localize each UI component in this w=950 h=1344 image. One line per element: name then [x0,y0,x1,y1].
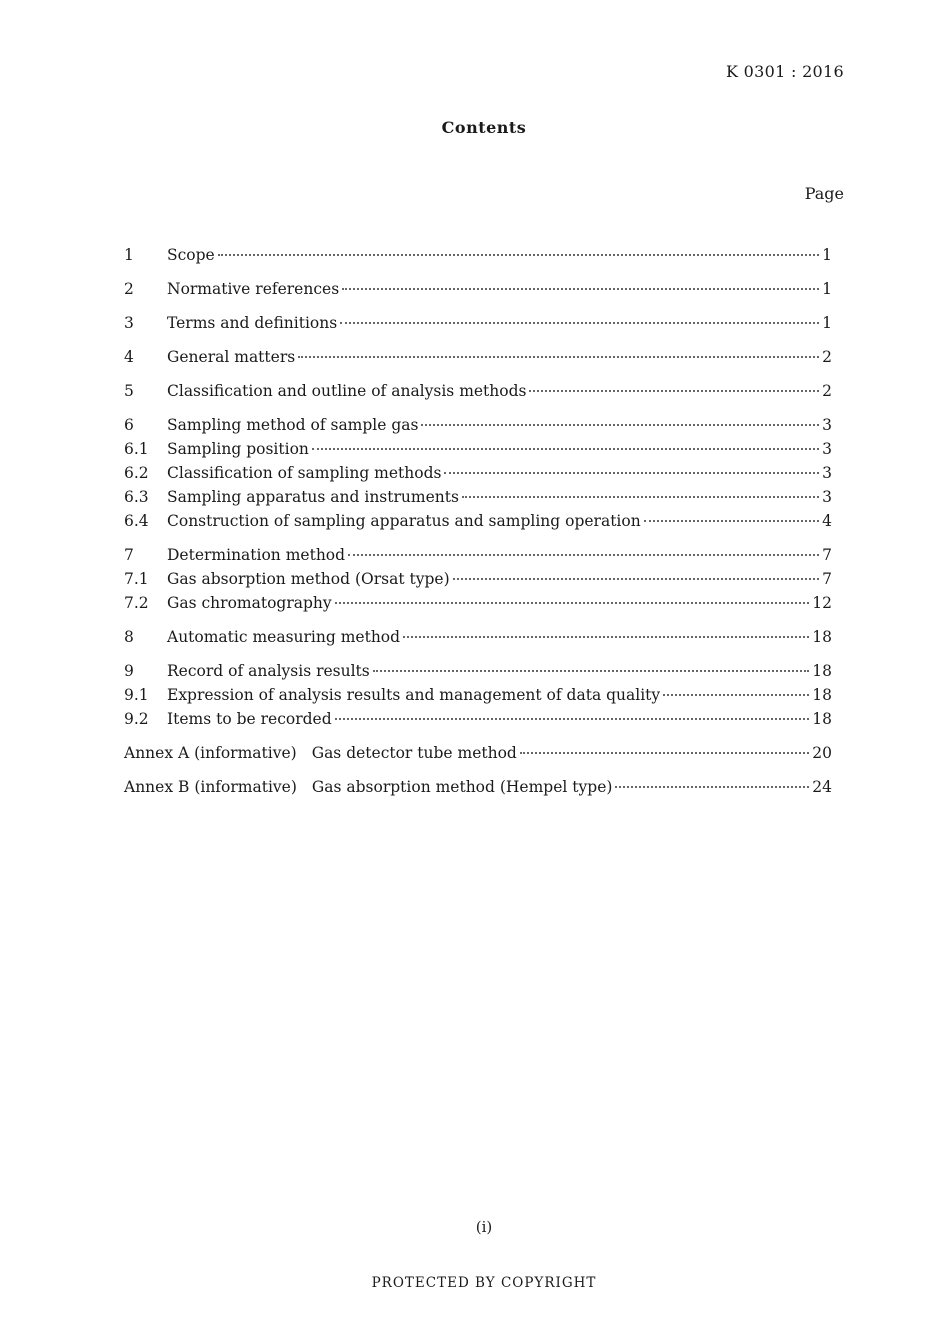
dot-leader [335,602,810,604]
toc-entry-page: 4 [822,512,832,530]
toc-entry-number: 9 [124,662,134,680]
toc-entry-title: Determination method [167,546,346,564]
toc-entry-page: 2 [822,382,832,400]
toc-entry-number: 6.4 [124,512,149,530]
toc-entry-number: 6.2 [124,464,149,482]
toc-entry-title: Classification and outline of analysis methods [167,382,527,400]
dot-leader [340,322,819,324]
toc-entry-number: 6.3 [124,488,149,506]
toc-group [124,546,832,618]
toc-entry-title: General matters [167,348,296,366]
toc-entry[interactable] [124,662,832,686]
toc-entry[interactable] [124,594,832,618]
toc-group [124,348,832,372]
page-column-heading: Page [804,184,844,203]
toc-entry-number: 4 [124,348,134,366]
dot-leader [644,520,819,522]
toc-group [124,314,832,338]
toc-entry[interactable] [124,348,832,372]
toc-entry-number: 6 [124,416,134,434]
toc-entry[interactable] [124,416,832,440]
toc-entry-page: 1 [822,314,832,332]
toc-annex-label: Annex B (informative) [124,778,297,796]
toc-entry-number: 7.2 [124,594,149,612]
dot-leader [615,786,809,788]
toc-entry[interactable] [124,778,832,802]
toc-entry-title: Normative references [167,280,340,298]
toc-entry[interactable] [124,488,832,512]
toc-entry[interactable] [124,686,832,710]
toc-entry[interactable] [124,570,832,594]
toc-entry-number: 8 [124,628,134,646]
toc-entry-number: 5 [124,382,134,400]
toc-group [124,246,832,270]
toc-entry-page: 7 [822,546,832,564]
dot-leader [218,254,819,256]
toc-entry[interactable] [124,440,832,464]
toc-entry-title: Sampling method of sample gas [167,416,419,434]
toc-group [124,744,832,768]
copyright-notice: PROTECTED BY COPYRIGHT [371,1275,597,1291]
toc-group [124,382,832,406]
toc-entry-title: Gas chromatography [167,594,332,612]
toc-entry-page: 20 [812,744,832,762]
toc-entry[interactable] [124,744,832,768]
toc-entry[interactable] [124,464,832,488]
toc-entry-title: Scope [167,246,215,264]
toc-entry-title: Gas absorption method (Hempel type) [311,778,613,796]
dot-leader [342,288,819,290]
toc-entry[interactable] [124,314,832,338]
toc-entry-number: 7 [124,546,134,564]
toc-entry[interactable] [124,628,832,652]
toc-group [124,662,832,734]
dot-leader [348,554,819,556]
toc-entry-page: 1 [822,246,832,264]
toc-entry-page: 18 [812,662,832,680]
toc-entry[interactable] [124,512,832,536]
dot-leader [520,752,809,754]
toc-entry-title: Sampling position [167,440,309,458]
toc-entry-title: Gas absorption method (Orsat type) [167,570,450,588]
toc-annex-label: Annex A (informative) [124,744,297,762]
toc-group [124,778,832,802]
toc-entry-title: Classification of sampling methods [167,464,442,482]
toc-group [124,280,832,304]
toc-entry-number: 9.2 [124,710,149,728]
document-id: K 0301 : 2016 [726,62,844,81]
dot-leader [373,670,810,672]
page-folio: (i) [475,1218,493,1236]
toc-entry[interactable] [124,710,832,734]
dot-leader [335,718,810,720]
toc-group [124,628,832,652]
toc-entry-number: 7.1 [124,570,149,588]
toc-entry-title: Expression of analysis results and management of data quality [167,686,661,704]
toc-entry-page: 3 [822,416,832,434]
toc-entry-page: 24 [812,778,832,796]
toc-entry-title: Terms and definitions [167,314,338,332]
toc-entry-page: 18 [812,686,832,704]
dot-leader [529,390,819,392]
page-title: Contents [441,118,527,137]
toc-entry-page: 3 [822,464,832,482]
toc-entry-number: 2 [124,280,134,298]
dot-leader [444,472,819,474]
toc-entry-page: 18 [812,628,832,646]
toc-entry-page: 7 [822,570,832,588]
toc-entry[interactable] [124,246,832,270]
dot-leader [298,356,819,358]
toc-entry[interactable] [124,382,832,406]
toc-group [124,416,832,536]
dot-leader [312,448,819,450]
dot-leader [421,424,819,426]
toc-entry[interactable] [124,280,832,304]
toc-entry-title: Items to be recorded [167,710,332,728]
toc-entry-page: 1 [822,280,832,298]
toc-entry-number: 1 [124,246,134,264]
toc-entry-title: Record of analysis results [167,662,370,680]
dot-leader [453,578,820,580]
toc-entry-number: 6.1 [124,440,149,458]
dot-leader [663,694,809,696]
dot-leader [462,496,819,498]
toc-entry-page: 2 [822,348,832,366]
toc-entry-title: Automatic measuring method [167,628,401,646]
table-of-contents [124,246,832,812]
toc-entry-page: 3 [822,488,832,506]
toc-entry-page: 18 [812,710,832,728]
toc-entry-page: 3 [822,440,832,458]
dot-leader [403,636,809,638]
toc-entry-title: Construction of sampling apparatus and sampling operation [167,512,641,530]
toc-entry-number: 9.1 [124,686,149,704]
toc-entry-title: Sampling apparatus and instruments [167,488,459,506]
toc-entry-number: 3 [124,314,134,332]
toc-entry-title: Gas detector tube method [311,744,517,762]
toc-entry[interactable] [124,546,832,570]
toc-entry-page: 12 [812,594,832,612]
